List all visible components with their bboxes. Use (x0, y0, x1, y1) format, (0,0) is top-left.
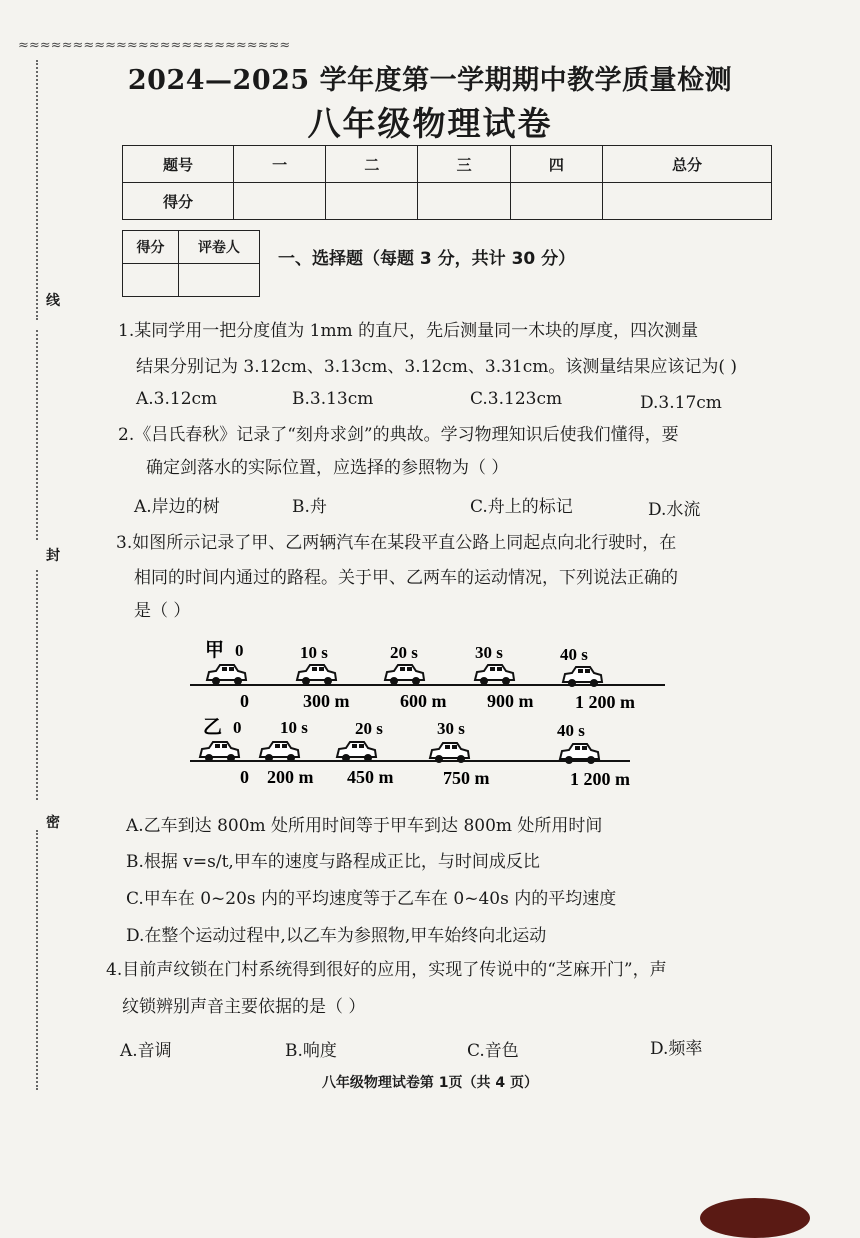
section-heading: 一、选择题（每题 3 分，共计 30 分） (278, 249, 576, 269)
question-4-line-2: 纹锁辨别声音主要依据的是（ ） (122, 997, 366, 1017)
score-input-total[interactable] (602, 183, 771, 220)
car-a-time-0: 0 (235, 641, 244, 660)
car-motion-figure (185, 632, 675, 792)
car-b-time-0: 0 (233, 718, 242, 737)
edge-stain (700, 1198, 810, 1238)
question-4-option-c[interactable]: C.音色 (467, 1041, 519, 1061)
car-a-dist-1: 300 m (303, 691, 350, 711)
car-a-time-4: 40 s (560, 645, 588, 664)
question-2-line-2: 确定剑落水的实际位置，应选择的参照物为（ ） (146, 458, 509, 478)
car-a-dist-2: 600 m (400, 691, 447, 711)
question-1-option-b[interactable]: B.3.13cm (292, 389, 374, 409)
car-b-label: 乙 (203, 716, 223, 738)
car-b-dist-0: 0 (240, 767, 249, 787)
score-cell-part3: 三 (418, 146, 510, 183)
car-a-icon-2 (385, 665, 424, 685)
car-b-dist-2: 450 m (347, 767, 394, 787)
score-table-header-row (123, 146, 772, 183)
question-1-line-2: 结果分别记为 3.12cm、3.13cm、3.12cm、3.31cm。该测量结果应该记为( ) (136, 357, 738, 377)
score-input-part3[interactable] (418, 183, 510, 220)
score-table-score-row (123, 183, 772, 220)
question-3-line-1: 3.如图所示记录了甲、乙两辆汽车在某段平直公路上同起点向北行驶时，在 (116, 533, 677, 553)
car-a-label: 甲 (205, 639, 225, 661)
binding-label-seal: 封 (46, 548, 60, 564)
car-b-icon-1 (260, 742, 299, 762)
question-3-option-b[interactable]: B.根据 v=s/t,甲车的速度与路程成正比，与时间成反比 (126, 852, 540, 872)
grader-table (122, 230, 260, 297)
car-a-time-1: 10 s (300, 643, 328, 662)
question-2-option-c[interactable]: C.舟上的标记 (470, 497, 573, 517)
car-b-time-4: 40 s (557, 721, 585, 740)
car-b-icon-2 (337, 742, 376, 762)
question-1-option-a[interactable]: A.3.12cm (136, 389, 218, 409)
score-cell-label: 题号 (123, 146, 234, 183)
car-b-dist-1: 200 m (267, 767, 314, 787)
question-4-line-1: 4.目前声纹锁在门村系统得到很好的应用，实现了传说中的“芝麻开门”，声 (106, 960, 667, 980)
car-a-icon-1 (297, 665, 336, 685)
page-footer: 八年级物理试卷第 1页（共 4 页） (321, 1075, 539, 1091)
question-2-option-b[interactable]: B.舟 (292, 497, 327, 517)
car-b-dist-4: 1 200 m (570, 769, 630, 789)
question-3-option-a[interactable]: A.乙车到达 800m 处所用时间等于甲车到达 800m 处所用时间 (126, 816, 603, 836)
question-2-line-1: 2.《吕氏春秋》记录了“刻舟求剑”的典故。学习物理知识后使我们懂得，要 (118, 425, 679, 445)
grader-score-label: 得分 (123, 231, 179, 264)
car-a-time-2: 20 s (390, 643, 418, 662)
car-a-icon-3 (475, 665, 514, 685)
score-input-part1[interactable] (234, 183, 326, 220)
question-3-line-2: 相同的时间内通过的路程。关于甲、乙两车的运动情况，下列说法正确的 (134, 568, 678, 588)
question-2-option-a[interactable]: A.岸边的树 (134, 497, 220, 517)
car-b-time-3: 30 s (437, 719, 465, 738)
grader-score-input[interactable] (123, 264, 179, 297)
question-3-line-3: 是（ ） (134, 601, 191, 621)
car-a-time-3: 30 s (475, 643, 503, 662)
score-cell-part2: 二 (326, 146, 418, 183)
decorative-border: ≈≈≈≈≈≈≈≈≈≈≈≈≈≈≈≈≈≈≈≈≈≈≈≈≈ (18, 38, 291, 53)
score-cell-part4: 四 (510, 146, 602, 183)
car-a-dist-3: 900 m (487, 691, 534, 711)
binding-dotted-line-bottom (36, 830, 38, 1090)
question-3-option-d[interactable]: D.在整个运动过程中,以乙车为参照物,甲车始终向北运动 (126, 926, 547, 946)
car-b-time-1: 10 s (280, 718, 308, 737)
car-b-time-2: 20 s (355, 719, 383, 738)
binding-label-secret: 密 (46, 815, 60, 831)
exam-title: 2024—2025 学年度第一学期期中教学质量检测 (127, 65, 733, 96)
binding-dotted-line-mid (36, 330, 38, 540)
score-cell-total: 总分 (602, 146, 771, 183)
grader-name-label: 评卷人 (178, 231, 259, 264)
score-input-part2[interactable] (326, 183, 418, 220)
car-a-icon-0 (207, 665, 246, 685)
car-b-dist-3: 750 m (443, 768, 490, 788)
binding-label-line: 线 (46, 293, 60, 309)
question-1-line-1: 1.某同学用一把分度值为 1mm 的直尺，先后测量同一木块的厚度，四次测量 (118, 321, 699, 341)
score-table (122, 145, 772, 220)
score-cell-part1: 一 (234, 146, 326, 183)
question-4-option-d[interactable]: D.频率 (650, 1039, 703, 1059)
score-row-label: 得分 (123, 183, 234, 220)
exam-subtitle: 八年级物理试卷 (307, 104, 553, 143)
grader-name-input[interactable] (178, 264, 259, 297)
binding-dotted-line-lower (36, 570, 38, 800)
car-a-dist-4: 1 200 m (575, 692, 635, 712)
score-input-part4[interactable] (510, 183, 602, 220)
question-1-option-d[interactable]: D.3.17cm (640, 393, 722, 413)
question-3-option-c[interactable]: C.甲车在 0~20s 内的平均速度等于乙车在 0~40s 内的平均速度 (126, 889, 617, 909)
car-a-dist-0: 0 (240, 691, 249, 711)
question-4-option-a[interactable]: A.音调 (120, 1041, 172, 1061)
car-b-icon-0 (200, 742, 239, 762)
question-2-option-d[interactable]: D.水流 (648, 500, 701, 520)
question-4-option-b[interactable]: B.响度 (285, 1041, 337, 1061)
question-1-option-c[interactable]: C.3.123cm (470, 389, 563, 409)
